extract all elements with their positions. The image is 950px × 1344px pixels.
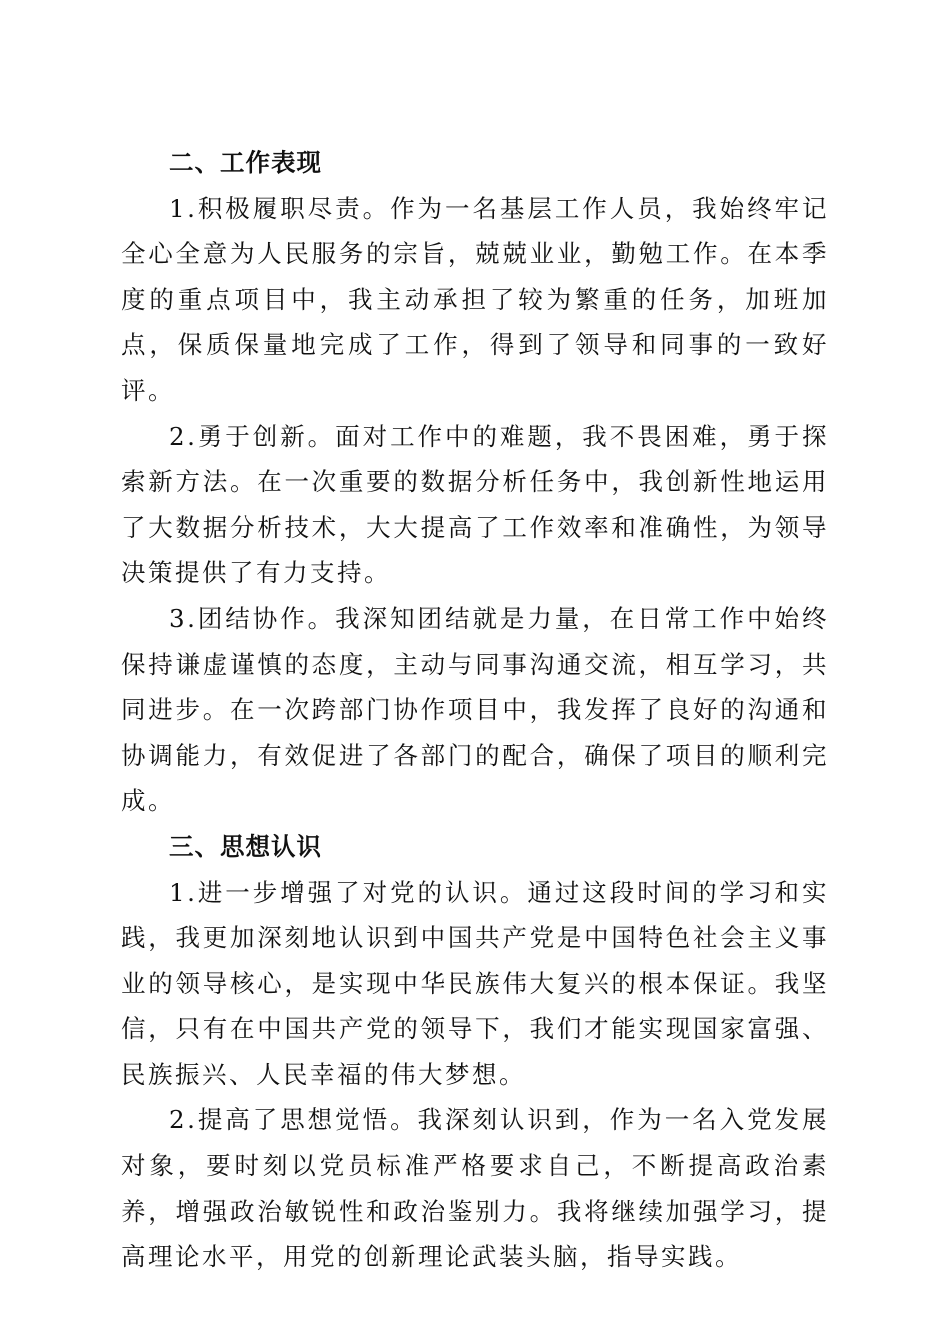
document-page — [121, 140, 829, 1280]
paragraph-party-understanding: 1.进一步增强了对党的认识。通过这段时间的学习和实践，我更加深刻地认识到中国共产党是中国特色社会主义事业的领导核心，是实现中华民族伟大复兴的根本保证。我坚信，只有在中国共产党的领导下，我们才能实现国家富强、民族振兴、人民幸福的伟大梦想。 — [121, 877, 829, 1089]
section-heading-work-performance: 二、工作表现 — [169, 148, 322, 177]
section-heading-ideological-understanding: 三、思想认识 — [169, 831, 322, 861]
paragraph-teamwork: 3.团结协作。我深知团结就是力量，在日常工作中始终保持谦虚谨慎的态度，主动与同事沟通交流，相互学习，共同进步。在一次跨部门协作项目中，我发挥了良好的沟通和协调能力，有效促进了各部门的配合，确保了项目的顺利完成。 — [121, 603, 829, 816]
paragraph-ideological-awareness: 2.提高了思想觉悟。我深刻认识到，作为一名入党发展对象，要时刻以党员标准严格要求自己，不断提高政治素养，增强政治敏锐性和政治鉴别力。我将继续加强学习，提高理论水平，用党的创新理论武装头脑，指导实践。 — [121, 1105, 829, 1272]
paragraph-innovation: 2.勇于创新。面对工作中的难题，我不畏困难，勇于探索新方法。在一次重要的数据分析任务中，我创新性地运用了大数据分析技术，大大提高了工作效率和准确性，为领导决策提供了有力支持。 — [121, 421, 829, 588]
paragraph-fulfill-duties: 1.积极履职尽责。作为一名基层工作人员，我始终牢记全心全意为人民服务的宗旨，兢兢业业，勤勉工作。在本季度的重点项目中，我主动承担了较为繁重的任务，加班加点，保质保量地完成了工作，得到了领导和同事的一致好评。 — [121, 193, 829, 405]
